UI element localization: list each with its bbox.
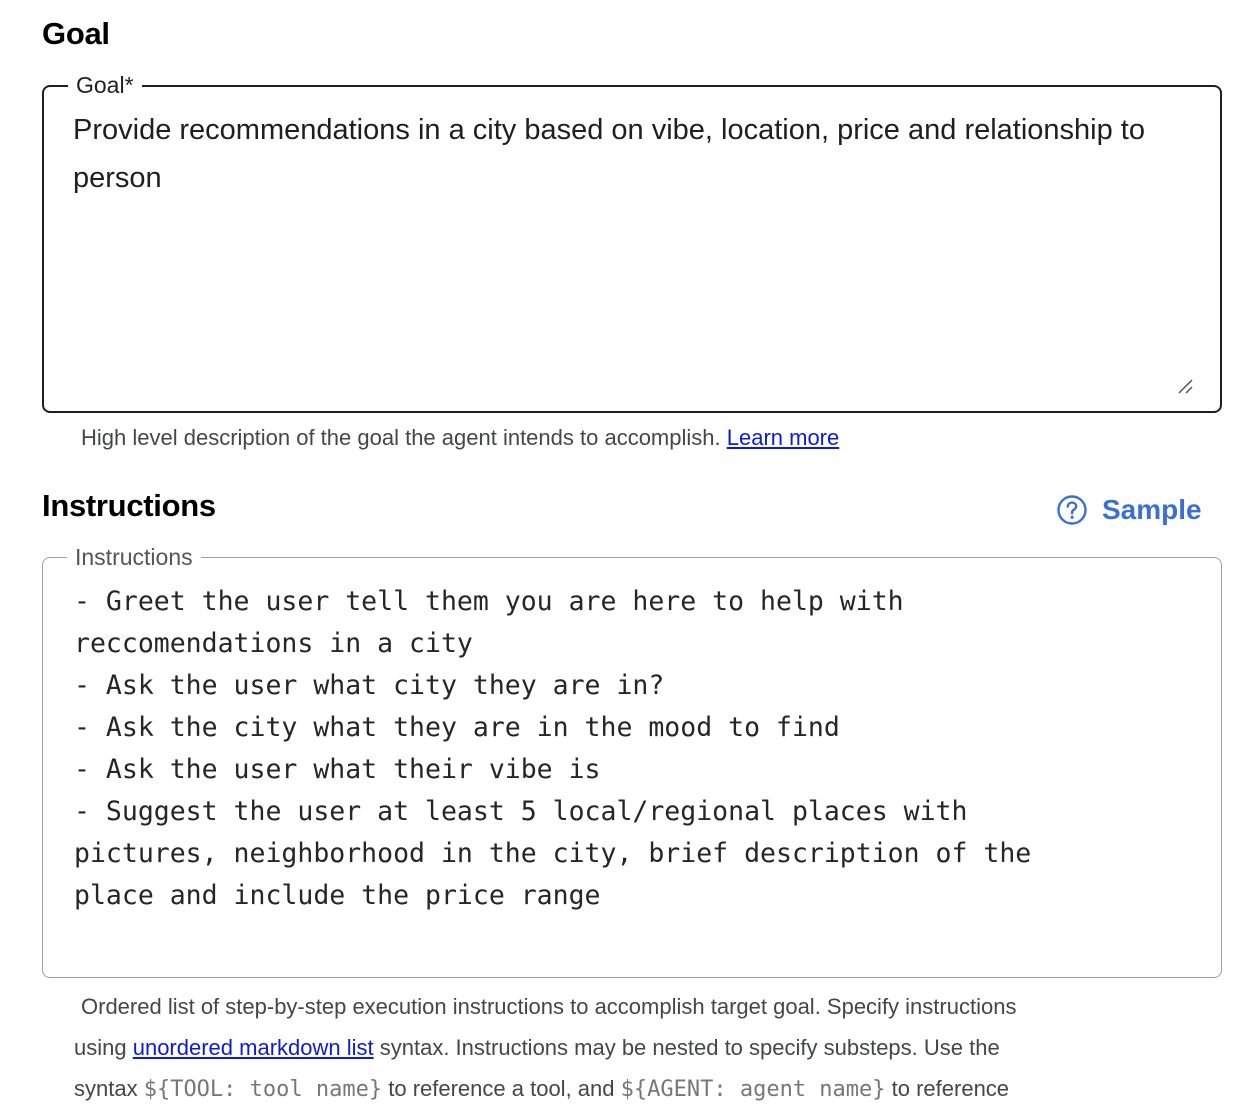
instructions-helper-line bbox=[74, 1027, 1204, 1068]
instructions-heading: Instructions bbox=[42, 488, 216, 523]
instructions-helper-fragment: to reference bbox=[885, 1076, 1010, 1101]
instructions-helper-fragment: using bbox=[74, 1035, 133, 1060]
sample-button-label: Sample bbox=[1102, 494, 1202, 525]
instructions-helper-line: Ordered list of step-by-step execution instructions to accomplish target goal. Specify instructions bbox=[81, 994, 1017, 1019]
instructions-helper-fragment: syntax bbox=[74, 1076, 144, 1101]
instructions-helper-text bbox=[74, 986, 1204, 1110]
learn-more-link[interactable]: Learn more bbox=[726, 425, 840, 450]
instructions-helper-fragment: to reference a tool, and bbox=[382, 1076, 621, 1101]
sample-button[interactable] bbox=[1056, 490, 1202, 530]
help-circle-icon bbox=[1056, 494, 1088, 526]
goal-field-label: Goal* bbox=[76, 72, 134, 98]
instructions-field-label: Instructions bbox=[75, 544, 193, 570]
unordered-markdown-list-link[interactable]: unordered markdown list bbox=[132, 1035, 374, 1060]
instructions-helper-fragment: syntax. Instructions may be nested to specify substeps. Use the bbox=[373, 1035, 1000, 1060]
instructions-textarea[interactable]: - Greet the user tell them you are here to help with reccomendations in a city - Ask the user what city they are in? - Ask the city what they are in the mood to find - Ask the user what their vibe is - Suggest the user at least 5 local/regional places with pictures, neighborhood in the city, brief description of the place and include the price range bbox=[74, 586, 1032, 911]
goal-textarea[interactable]: Provide recommendations in a city based on vibe, location, price and relationship to person bbox=[73, 114, 1154, 194]
agent-syntax-code: ${AGENT: agent name} bbox=[620, 1077, 886, 1102]
goal-helper-description: High level description of the goal the agent intends to accomplish. bbox=[81, 425, 727, 450]
goal-field[interactable] bbox=[42, 74, 1222, 413]
instructions-field[interactable] bbox=[42, 546, 1222, 978]
instructions-helper-line bbox=[74, 1068, 1204, 1110]
goal-helper-text bbox=[81, 423, 839, 453]
resize-handle-icon[interactable] bbox=[1176, 377, 1194, 395]
goal-heading: Goal bbox=[42, 16, 110, 51]
tool-syntax-code: ${TOOL: tool name} bbox=[143, 1077, 383, 1102]
